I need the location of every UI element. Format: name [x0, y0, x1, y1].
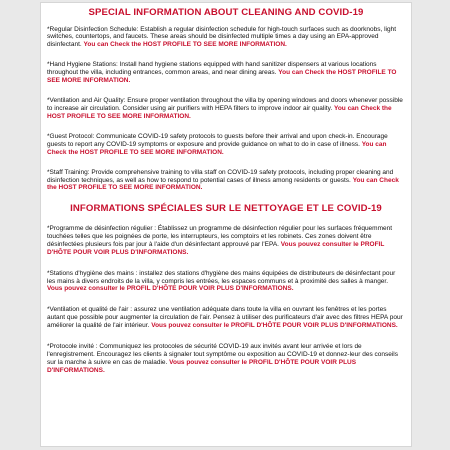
info-item [47, 26, 405, 50]
info-item [47, 61, 405, 85]
host-profile-callout: You can Check the HOST PROFILE TO SEE MORE INFORMATION. [47, 176, 399, 192]
host-profile-callout: Vous pouvez consulter le PROFIL D'HÔTE POUR VOIR PLUS D'INFORMATIONS. [151, 322, 398, 330]
info-item-text: *Stations d'hygiène des mains : installez des stations d'hygiène des mains équipées de distributeurs de désinfectant pour les mains à divers endroits de la villa, y compris les entrées, les espaces communs et à proximité des salles à manger. [47, 269, 396, 285]
info-item-text: *Ventilation and Air Quality: Ensure proper ventilation throughout the villa by opening windows and doors whenever possible to increase air circulation. Consider using air purifiers with HEPA filters to improve indoor air quality. [47, 97, 403, 112]
info-item-text: *Guest Protocol: Communicate COVID-19 safety protocols to guests before their arrival and upon check-in. Encourage guests to report any COVID-19 symptoms or exposure and provide guidance on what to do in case of illness. [47, 132, 388, 148]
document-page [40, 2, 412, 447]
info-item-text: *Ventilation et qualité de l'air : assurez une ventilation adéquate dans toute la villa en ouvrant les fenêtres et les portes autant que possible pour augmenter la circulation de l'air. Pensez à utiliser des purificateurs d'air avec des filtres HEPA pour améliorer la qualité de l'air intérieur. [47, 306, 403, 330]
info-item-text: *Regular Disinfection Schedule: Establish a regular disinfection schedule for high-touch surfaces such as doorknobs, light switches, countertops, and faucets. These areas should be disinfected multiple times a day using an EPA-approved disinfectant. [47, 25, 397, 49]
english-title: SPECIAL INFORMATION ABOUT CLEANING AND COVID-19 [88, 7, 364, 18]
french-title: INFORMATIONS SPÉCIALES SUR LE NETTOYAGE ET LE COVID-19 [70, 203, 382, 215]
info-item-text: *Staff Training: Provide comprehensive training to villa staff on COVID-19 safety protocols, including proper cleaning and disinfection techniques, as well as how to respond to potential cases of illness among residents or guests. [47, 168, 394, 184]
host-profile-callout: You can Check the HOST PROFILE TO SEE MORE INFORMATION. [47, 69, 397, 85]
info-item-text: *Programme de désinfection régulier : Établissez un programme de désinfection régulier pour les surfaces fréquemment touchées telles que les poignées de porte, les interrupteurs, les comptoirs et les robinets. Ces zones doivent être désinfectées plusieurs fois par jour à l'aide d'un désinfectant approuvé par l'EPA. [47, 224, 393, 248]
french-section [47, 225, 405, 375]
host-profile-callout: Vous pouvez consulter le PROFIL D'HÔTE POUR VOIR PLUS D'INFORMATIONS. [47, 240, 385, 256]
host-profile-callout: You can Check the HOST PROFILE TO SEE MORE INFORMATION. [47, 140, 387, 156]
info-item-text: *Protocole invité : Communiquez les protocoles de sécurité COVID-19 aux invités avant leur arrivée et lors de l'enregistrement. Encouragez les clients à signaler tout symptôme ou exposition au COVID-19 et donnez-leur des conseils sur la marche à suivre en cas de maladie. [47, 343, 398, 366]
info-item-text: *Hand Hygiene Stations: Install hand hygiene stations equipped with hand sanitizer dispensers at various locations throughout the villa, including entrances, common areas, and near dining areas. [47, 61, 377, 77]
host-profile-callout: Vous pouvez consulter le PROFIL D'HÔTE POUR VOIR PLUS D'INFORMATIONS. [47, 285, 294, 293]
english-section [47, 26, 405, 193]
info-item [47, 97, 405, 121]
info-item [47, 306, 405, 330]
info-item [47, 169, 405, 193]
host-profile-callout: You can Check the HOST PROFILE TO SEE MORE INFORMATION. [47, 105, 392, 120]
host-profile-callout: You can Check the HOST PROFILE TO SEE MORE INFORMATION. [83, 41, 287, 49]
info-item [47, 133, 405, 157]
info-item [47, 225, 405, 257]
host-profile-callout: Vous pouvez consulter le PROFIL D'HÔTE POUR VOIR PLUS D'INFORMATIONS. [47, 358, 357, 374]
info-item [47, 343, 405, 375]
info-item [47, 270, 405, 294]
